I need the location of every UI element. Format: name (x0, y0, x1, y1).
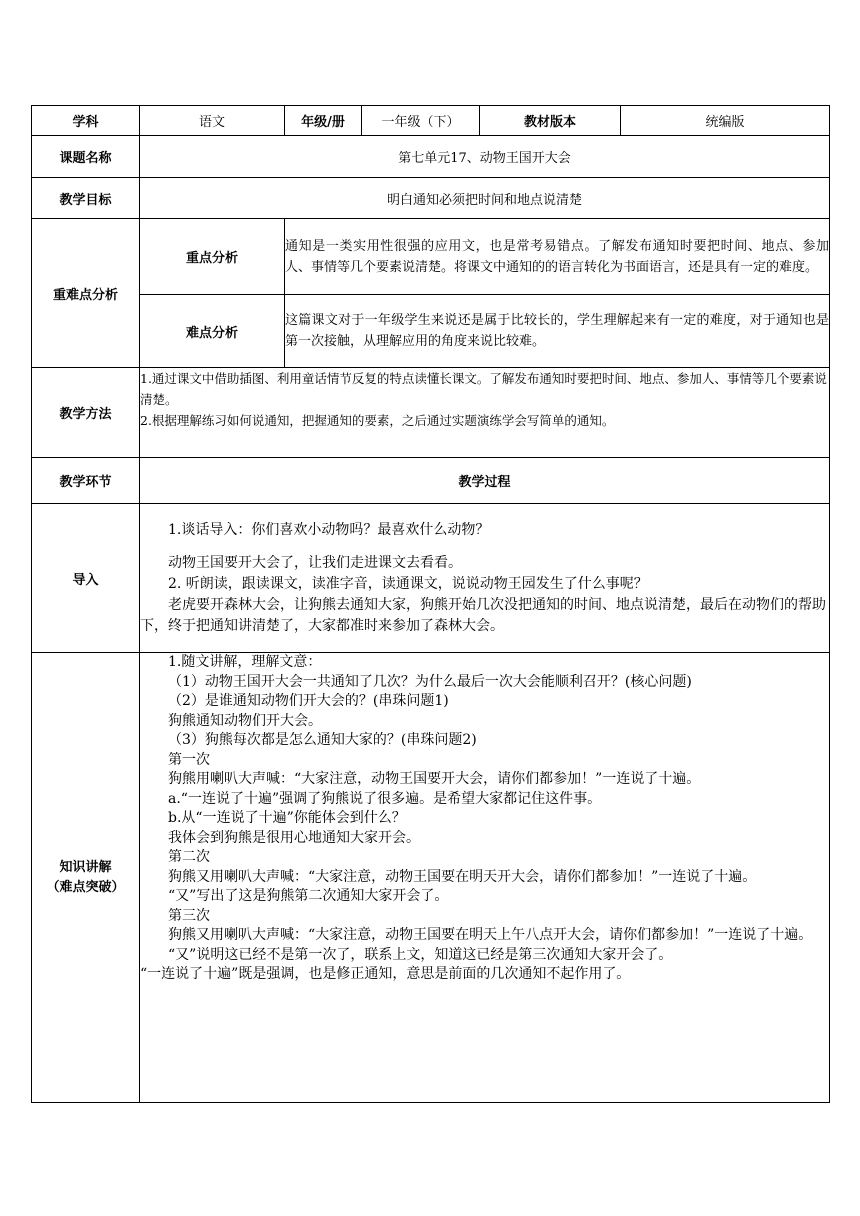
knowledge-content (140, 653, 830, 1103)
intro-content (140, 504, 830, 653)
lesson-row (32, 136, 830, 178)
knowledge-line-14: 第三次 (168, 907, 210, 924)
knowledge-line-1: 1.随文讲解，理解文意： (168, 654, 322, 670)
stage-title: 教学过程 (140, 458, 830, 504)
knowledge-label (32, 653, 140, 1103)
analysis-label: 重难点分析 (32, 219, 140, 368)
key-analysis-row (32, 219, 830, 295)
knowledge-line-10: 我体会到狗熊是很用心地通知大家开会。 (168, 829, 420, 846)
lesson-plan-table (31, 105, 830, 1103)
key-analysis-text: 通知是一类实用性很强的应用文，也是常考易错点。了解发布通知时要把时间、地点、参加人、事情等几个要素说清楚。将课文中通知的的语言转化为书面语言，还是具有一定的难度。 (285, 219, 830, 295)
knowledge-line-11: 第二次 (168, 849, 210, 865)
knowledge-line-7: 狗熊用喇叭大声喊：“大家注意，动物王国要开大会，请你们都参加！”一连说了十遍。 (168, 771, 701, 787)
stage-label: 教学环节 (32, 458, 140, 504)
knowledge-line-8: a.“一连说了十遍”强调了狗熊说了很多遍。是希望大家都记住这件事。 (168, 790, 602, 807)
intro-line-2: 动物王国要开大会了，让我们走进课文去看看。 (168, 554, 462, 571)
knowledge-line-6: 第一次 (168, 751, 210, 768)
intro-label: 导入 (32, 504, 140, 653)
edition-label: 教材版本 (480, 106, 621, 136)
subject-label: 学科 (32, 106, 140, 136)
hard-analysis-label: 难点分析 (140, 295, 285, 368)
intro-line-1: 1.谈话导入：你们喜欢小动物吗？最喜欢什么动物？ (168, 521, 490, 538)
knowledge-line-17: “一连说了十遍”既是强调，也是修正通知，意思是前面的几次通知不起作用了。 (140, 966, 631, 982)
intro-line-4: 老虎要开森林大会，让狗熊去通知大家，狗熊开始几次没把通知的时间、地点说清楚，最后在动物们的帮助下，终于把通知讲清楚了，大家都准时来参加了森林大会。 (140, 596, 826, 634)
knowledge-line-5: （3）狗熊每次都是怎么通知大家的？(串珠问题2) (168, 732, 477, 748)
knowledge-line-12: 狗熊又用喇叭大声喊：“大家注意，动物王国要在明天开大会，请你们都参加！”一连说了十遍。 (168, 868, 757, 885)
goal-row (32, 178, 830, 219)
grade-value: 一年级（下） (362, 106, 480, 136)
method-row (32, 368, 830, 458)
edition-value: 统编版 (621, 106, 830, 136)
knowledge-line-4: 狗熊通知动物们开大会。 (168, 712, 322, 729)
knowledge-line-3: （2）是谁通知动物们开大会的？(串珠问题1) (168, 693, 449, 709)
method-label: 教学方法 (32, 368, 140, 458)
hard-analysis-row (32, 295, 830, 368)
goal-label: 教学目标 (32, 178, 140, 219)
knowledge-line-13: “又”写出了这是狗熊第二次通知大家开会了。 (168, 888, 449, 904)
header-row (32, 106, 830, 136)
intro-row (32, 504, 830, 653)
lesson-title: 第七单元17、动物王国开大会 (140, 136, 830, 178)
knowledge-label-line-1: 知识讲解 (59, 859, 112, 875)
grade-label: 年级/册 (285, 106, 362, 136)
knowledge-row (32, 653, 830, 1103)
method-line-1: 1.通过课文中借助插图、利用童话情节反复的特点读懂长课文。了解发布通知时要把时间、地点、参加人、事情等几个要素说清楚。 (140, 371, 827, 407)
method-content (140, 368, 830, 458)
knowledge-line-16: “又”说明这已经不是第一次了，联系上文，知道这已经是第三次通知大家开会了。 (168, 946, 673, 963)
intro-line-3: 2. 听朗读，跟读课文，读准字音，读通课文，说说动物王园发生了什么事呢？ (168, 575, 648, 592)
knowledge-line-2: （1）动物王国开大会一共通知了几次？为什么最后一次大会能顺利召开？(核心问题) (168, 673, 692, 690)
lesson-label: 课题名称 (32, 136, 140, 178)
hard-analysis-text: 这篇课文对于一年级学生来说还是属于比较长的，学生理解起来有一定的难度，对于通知也是第一次接触，从理解应用的角度来说比较难。 (285, 295, 830, 368)
goal-text: 明白通知必须把时间和地点说清楚 (140, 178, 830, 219)
knowledge-line-9: b.从“一连说了十遍”你能体会到什么？ (168, 810, 406, 826)
key-analysis-label: 重点分析 (140, 219, 285, 295)
knowledge-line-15: 狗熊又用喇叭大声喊：“大家注意，动物王国要在明天上午八点开大会，请你们都参加！”一连说了十遍。 (168, 927, 813, 943)
stage-row (32, 458, 830, 504)
knowledge-label-line-2: （难点突破） (46, 879, 125, 895)
subject-value: 语文 (140, 106, 285, 136)
method-line-2: 2.根据理解练习如何说通知，把握通知的要素，之后通过实题演练学会写简单的通知。 (140, 413, 615, 428)
